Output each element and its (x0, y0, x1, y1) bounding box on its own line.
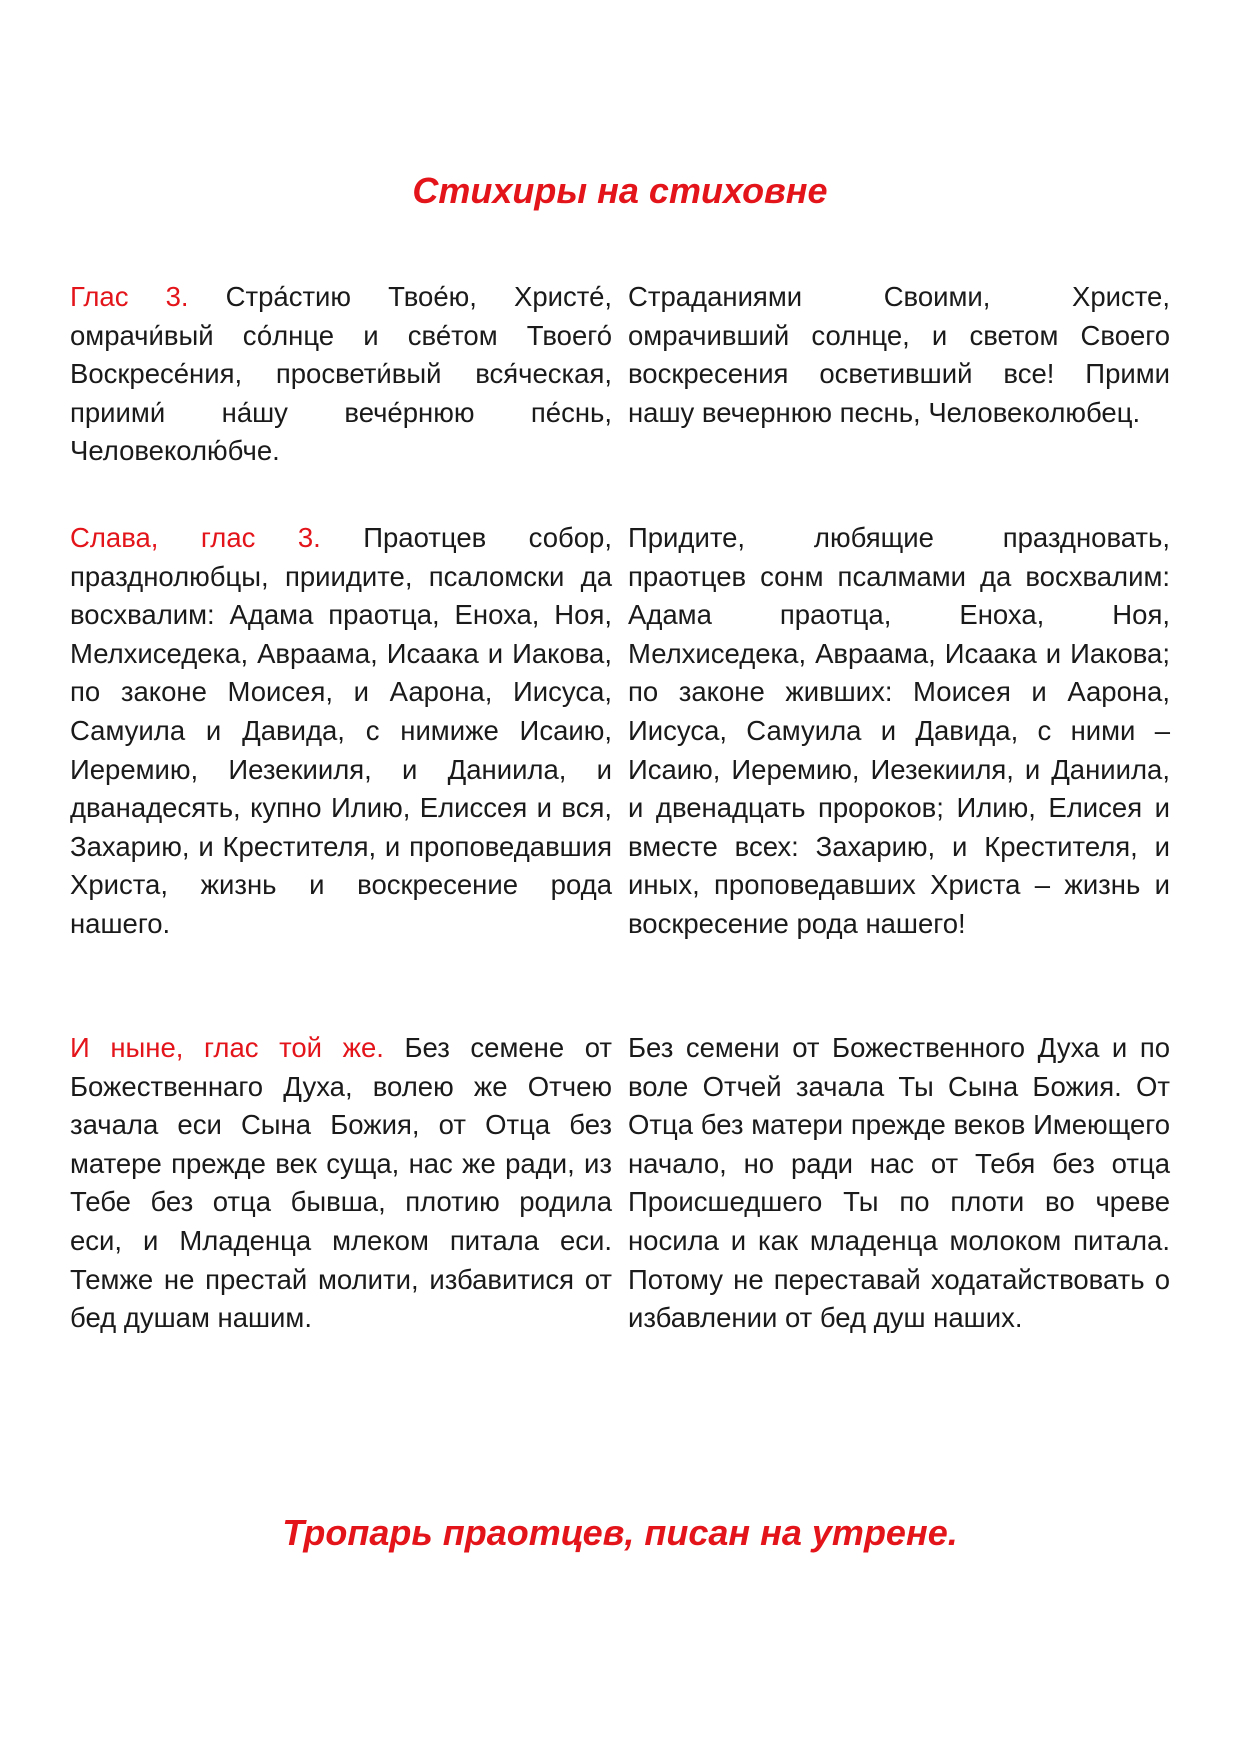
slavonic-body: Без семене от Божественнаго Духа, волею же Отчею зачала еси Сына Божия, от Отца без матере прежде век суща, нас же ради, из Тебе без отца бывша, плотию родила еси, и Младенца млеком питала еси. Темже не престай молити, избавитися от бед душам нашим. (70, 1032, 612, 1334)
russian-translation: Придите, любящие праздновать, праотцев сонм псалмами да восхвалим: Адама праотца, Еноха, Ноя, Мелхиседека, Авраама, Исаака и Иакова; по законе живших: Моисея и Аарона, Иисуса, Самуила и Давида, с ними – Исаию, Иеремию, Иезекииля, и Даниила, и двенадцать пророков; Илию, Елисея и вместе всех: Захарию, и Крестителя, и иных, проповедавших Христа – жизнь и воскресение рода нашего! (628, 522, 1170, 939)
slavonic-text (70, 1029, 612, 1338)
slavonic-body: Стра́стию Твое́ю, Христе́, омрачи́вый со́лнце и све́том Твоего́ Воскресе́ния, просвети́вый вся́ческая, приими́ на́шу вече́рнюю пе́снь, Человеколю́бче. (70, 281, 613, 467)
troparion-title: Тропарь праотцев, писан на утрене. (282, 1512, 958, 1553)
russian-translation: Страданиями Своими, Христе, омрачивший солнце, и светом Своего воскресения осветивший все! Прими нашу вечернюю песнь, Человеколюбец. (628, 281, 1170, 428)
rubric-label: И ныне, глас той же. (70, 1032, 384, 1063)
slavonic-body: Праотцев собор, празднолюбцы, приидите, псаломски да восхвалим: Адама праотца, Еноха, Ноя, Мелхиседека, Авраама, Исаака и Иакова, по законе Моисея, и Аарона, Иисуса, Самуила и Давида, с нимиже Исаию, Иеремию, Иезекииля, и Даниила, и дванадесять, купно Илию, Елиссея и вся, Захарию, и Крестителя, и проповедавшия Христа, жизнь и воскресение рода нашего. (70, 522, 612, 939)
rubric-label: Глас 3. (70, 281, 189, 312)
stichera-block-3 (70, 1029, 1170, 1338)
stichera-block-1 (70, 278, 1170, 471)
slavonic-text (70, 278, 612, 471)
section-title: Стихиры на стиховне (412, 170, 828, 211)
slavonic-text (70, 519, 612, 944)
russian-translation: Без семени от Божественного Духа и по воле Отчей зачала Ты Сына Божия. От Отца без матери прежде веков Имеющего начало, но ради нас от Тебя без отца Происшедшего Ты по плоти во чреве носила и как младенца молоком питала. Потому не переставай ходатайствовать о избавлении от бед душ наших. (628, 1032, 1170, 1334)
stichera-block-2 (70, 519, 1170, 944)
rubric-label: Слава, глас 3. (70, 522, 321, 553)
